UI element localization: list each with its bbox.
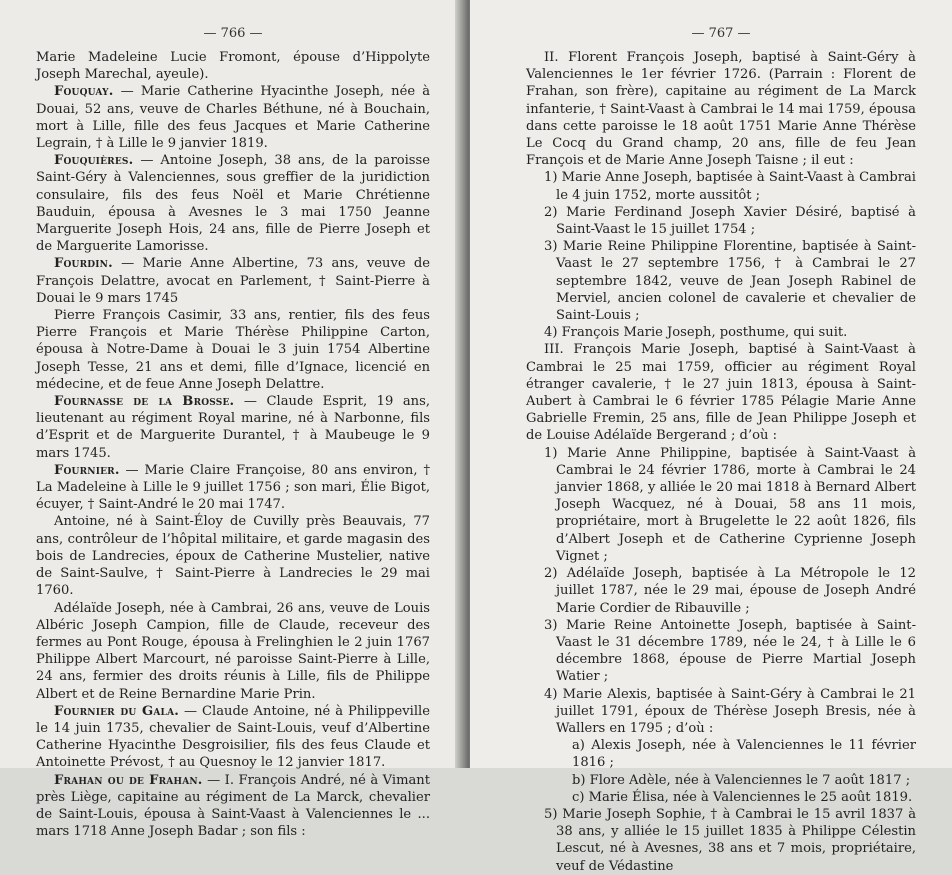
entry-heading: Fournier.: [54, 462, 120, 478]
entry-heading: Fouquières.: [54, 153, 134, 169]
body-paragraph: Marie Madeleine Lucie Fromont, épouse d’Hippolyte Joseph Marechal, ayeule).: [36, 50, 430, 83]
body-paragraph: Antoine, né à Saint-Éloy de Cuvilly près Beauvais, 77 ans, contrôleur de l’hôpital militaire, et garde magasin des bois de Landrecies, époux de Catherine Mustelier, native de Saint-Saulve, † Saint-Pierre à Landrecies le 29 mai 1760.: [36, 514, 430, 599]
list-item: c) Marie Élisa, née à Valenciennes le 25 août 1819.: [572, 789, 913, 805]
list-item: b) Flore Adèle, née à Valenciennes le 7 août 1817 ;: [572, 772, 911, 788]
page-body: [526, 49, 916, 875]
body-paragraph: Adélaïde Joseph, née à Cambrai, 26 ans, veuve de Louis Albéric Joseph Campion, fille de Claude, receveur des fermes au Pont Rouge, épousa à Frelinghien le 2 juin 1767 Philippe Albert Marcourt, né paroisse Saint-Pierre à Lille, 24 ans, fermier des droits réunis à Lille, fils de Philippe Albert et de Reine Bernardine Marie Prin.: [36, 600, 430, 702]
entry-paragraph: [36, 772, 430, 841]
entry-text: — Marie Anne Albertine, 73 ans, veuve de François Delattre, avocat en Parlement, † Saint-Pierre à Douai le 9 mars 1745: [36, 256, 430, 306]
body-paragraph: Pierre François Casimir, 33 ans, rentier, fils des feus Pierre François et Marie Thérèse Philippine Carton, épousa à Notre-Dame à Douai le 3 juin 1754 Albertine Joseph Tesse, 21 ans et demi, fille d’Ignace, licencié en médecine, et de feue Anne Joseph Delattre.: [36, 308, 430, 392]
left-page: [0, 0, 466, 840]
entry-heading: Fouquay.: [54, 84, 114, 100]
list-item: 2) Marie Ferdinand Joseph Xavier Désiré, baptisé à Saint-Vaast le 15 juillet 1754 ;: [544, 204, 916, 238]
entry-text: — I. François André, né à Vimant près Liège, capitaine au régiment de La Marck, chevalier de Saint-Louis, épousa à Saint-Vaast à Valenciennes le ... mars 1718 Anne Joseph Badar ; son fils :: [36, 772, 430, 840]
entry-paragraph: [36, 152, 430, 255]
body-paragraph: III. François Marie Joseph, baptisé à Saint-Vaast à Cambrai le 25 mai 1759, officier au régiment Royal étranger cavalerie, † le 27 juin 1813, épousa à Saint-Aubert à Cambrai le 6 février 1785 Pélagie Marie Anne Gabrielle Fremin, 25 ans, fille de Jean Philippe Joseph et de Louise Adélaïde Bergerand ; d’où :: [526, 342, 916, 444]
list-item: 1) Marie Anne Philippine, baptisée à Saint-Vaast à Cambrai le 24 février 1786, morte à Cambrai le 24 janvier 1868, y alliée le 20 mai 1818 à Bernard Albert Joseph Wacquez, né à Douai, 58 ans 11 mois, propriétaire, mort à Brugelette le 22 août 1826, fils d’Albert Joseph et de Catherine Cyprienne Joseph Vignet ;: [544, 445, 916, 564]
page-number: — 767 —: [691, 26, 751, 41]
list-item: 3) Marie Reine Antoinette Joseph, baptisée à Saint-Vaast le 31 décembre 1789, née le 24, † à Lille le 6 décembre 1868, épouse de Pierre Martial Joseph Watier ;: [544, 617, 916, 685]
list-item: 3) Marie Reine Philippine Florentine, baptisée à Saint-Vaast le 27 septembre 1756, † à Cambrai le 27 septembre 1842, veuve de Jean Joseph Rabinel de Merviel, ancien colonel de cavalerie et chevalier de Saint-Louis ;: [544, 239, 916, 324]
entry-text: — Antoine Joseph, 38 ans, de la paroisse Saint-Géry à Valenciennes, sous greffier de la juridiction consulaire, fils des feus Noël et Marie Chrétienne Bauduin, épousa à Avesnes le 3 mai 1750 Jeanne Marguerite Joseph Hois, 24 ans, fille de Pierre Joseph et de Marguerite Lamorisse.: [36, 153, 430, 255]
list-item: a) Alexis Joseph, née à Valenciennes le 11 février 1816 ;: [572, 738, 916, 771]
entry-heading: Frahan ou de Frahan.: [54, 772, 203, 788]
list-item: 5) Marie Joseph Sophie, † à Cambrai le 15 avril 1837 à 38 ans, y alliée le 15 juillet 1835 à Philippe Célestin Lescut, né à Avesnes, 38 ans et 7 mois, propriétaire, veuf de Védastine: [544, 806, 916, 874]
entry-heading: Fournier du Gala.: [54, 703, 180, 719]
entry-paragraph: [36, 393, 430, 462]
entry-paragraph: [36, 462, 430, 514]
entry-text: — Claude Esprit, 19 ans, lieutenant au régiment Royal marine, né à Narbonne, fils d’Esprit et de Marguerite Durantel, † à Maubeuge le 9 mars 1745.: [36, 394, 430, 461]
list-item: 2) Adélaïde Joseph, baptisée à La Métropole le 12 juillet 1787, née le 29 mai, épouse de Joseph André Marie Cordier de Ribauville ;: [544, 566, 916, 616]
list-item: 1) Marie Anne Joseph, baptisée à Saint-Vaast à Cambrai le 4 juin 1752, morte aussitôt ;: [544, 170, 916, 203]
body-paragraph: II. Florent François Joseph, baptisé à Saint-Géry à Valenciennes le 1er février 1726. (Parrain : Florent de Frahan, son frère), capitaine au régiment de La Marck infanterie, † Saint-Vaast à Cambrai le 14 mai 1759, épousa dans cette paroisse le 18 août 1751 Marie Anne Thérèse Le Cocq du Grand champ, 20 ans, fille de feu Jean François et de Marie Anne Joseph Taisne ; il eut :: [526, 50, 916, 169]
entry-paragraph: [36, 255, 430, 307]
entry-paragraph: [36, 83, 430, 152]
entry-heading: Fournasse de la Brosse.: [54, 394, 235, 410]
page-body: [36, 49, 430, 840]
entry-text: — Claude Antoine, né à Philippeville le 14 juin 1735, chevalier de Saint-Louis, veuf d’Albertine Catherine Hyacinthe Desgroisilier, fils des feus Claude et Antoinette Prévost, † au Quesnoy le 12 janvier 1817.: [36, 703, 430, 771]
page-number: — 766 —: [203, 26, 263, 41]
right-page: [470, 0, 952, 874]
list-item: 4) Marie Alexis, baptisée à Saint-Géry à Cambrai le 21 juillet 1791, époux de Thérèse Joseph Bresis, née à Wallers en 1795 ; d’où :: [544, 686, 916, 736]
entry-paragraph: [36, 703, 430, 772]
list-item: 4) François Marie Joseph, posthume, qui suit.: [544, 325, 848, 341]
entry-text: — Marie Claire Françoise, 80 ans environ, † La Madeleine à Lille le 9 juillet 1756 ; son mari, Élie Bigot, écuyer, † Saint-André le 20 mai 1747.: [36, 462, 430, 513]
entry-heading: Fourdin.: [54, 256, 113, 272]
entry-text: — Marie Catherine Hyacinthe Joseph, née à Douai, 52 ans, veuve de Charles Béthune, né à Bouchain, mort à Lille, fille des feus Jacques et Marie Catherine Legrain, † à Lille le 9 janvier 1819.: [36, 84, 430, 152]
